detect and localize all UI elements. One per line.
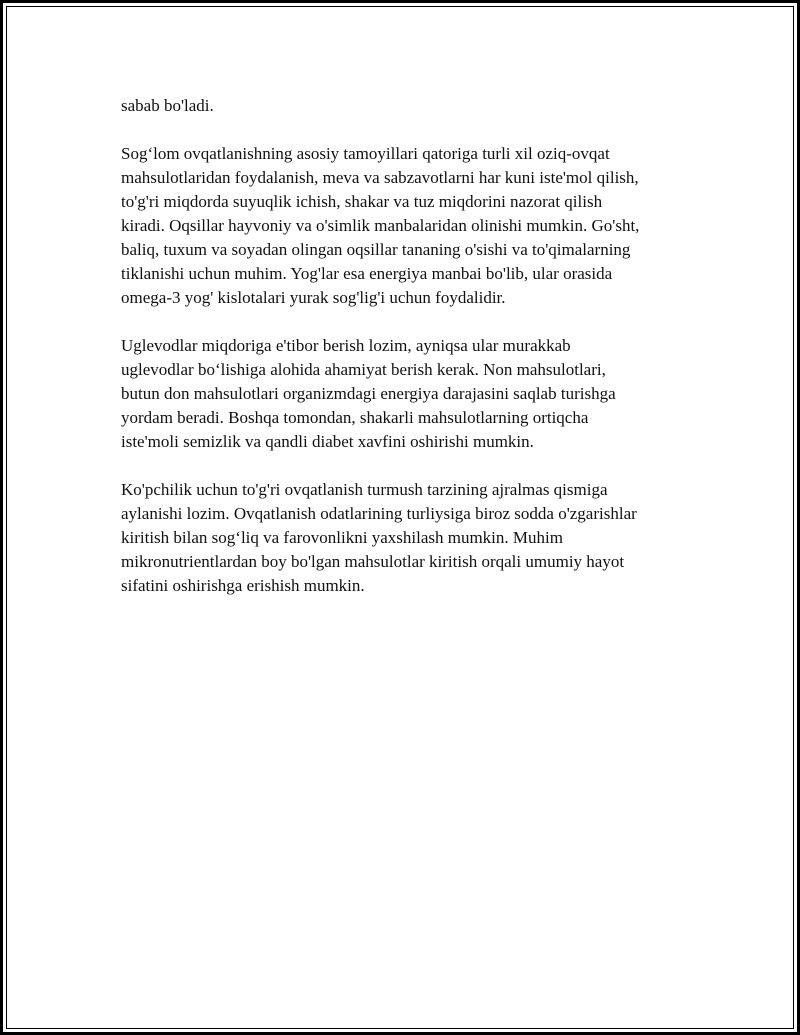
text-line: iste'moli semizlik va qandli diabet xavfini oshirishi mumkin. (121, 432, 534, 451)
text-line: uglevodlar bo‘lishiga alohida ahamiyat berish kerak. Non mahsulotlari, (121, 360, 606, 379)
text-line: Uglevodlar miqdoriga e'tibor berish lozim, ayniqsa ular murakkab (121, 336, 571, 355)
text-line: mahsulotlaridan foydalanish, meva va sabzavotlarni har kuni iste'mol qilish, (121, 168, 639, 187)
paragraph-3 (121, 334, 721, 454)
text-line: aylanishi lozim. Ovqatlanish odatlarining turliysiga biroz sodda o'zgarishlar (121, 504, 637, 523)
paragraph-2 (121, 142, 721, 310)
text-line: mikronutrientlardan boy bo'lgan mahsulotlar kiritish orqali umumiy hayot (121, 552, 625, 571)
text-line: Ko'pchilik uchun to'g'ri ovqatlanish turmush tarzining ajralmas qismiga (121, 480, 608, 499)
text-line: butun don mahsulotlari organizmdagi energiya darajasini saqlab turishga (121, 384, 616, 403)
paragraph-1 (121, 94, 721, 118)
document-body (121, 94, 721, 622)
text-line: kiritish bilan sog‘liq va farovonlikni yaxshilash mumkin. Muhim (121, 528, 563, 547)
text-line: tiklanishi uchun muhim. Yog'lar esa energiya manbai bo'lib, ular orasida (121, 264, 613, 283)
text-line: baliq, tuxum va soyadan olingan oqsillar tananing o'sishi va to'qimalarning (121, 240, 631, 259)
text-line: to'g'ri miqdorda suyuqlik ichish, shakar va tuz miqdorini nazorat qilish (121, 192, 603, 211)
paragraph-4 (121, 478, 721, 598)
text-line: kiradi. Oqsillar hayvoniy va o'simlik manbalaridan olinishi mumkin. Go'sht, (121, 216, 640, 235)
text-line: sabab bo'ladi. (121, 96, 214, 115)
text-line: omega-3 yog' kislotalari yurak sog'lig'i uchun foydalidir. (121, 288, 506, 307)
text-line: sifatini oshirishga erishish mumkin. (121, 576, 365, 595)
text-line: yordam beradi. Boshqa tomondan, shakarli mahsulotlarning ortiqcha (121, 408, 589, 427)
text-line: Sog‘lom ovqatlanishning asosiy tamoyillari qatoriga turli xil oziq-ovqat (121, 144, 610, 163)
